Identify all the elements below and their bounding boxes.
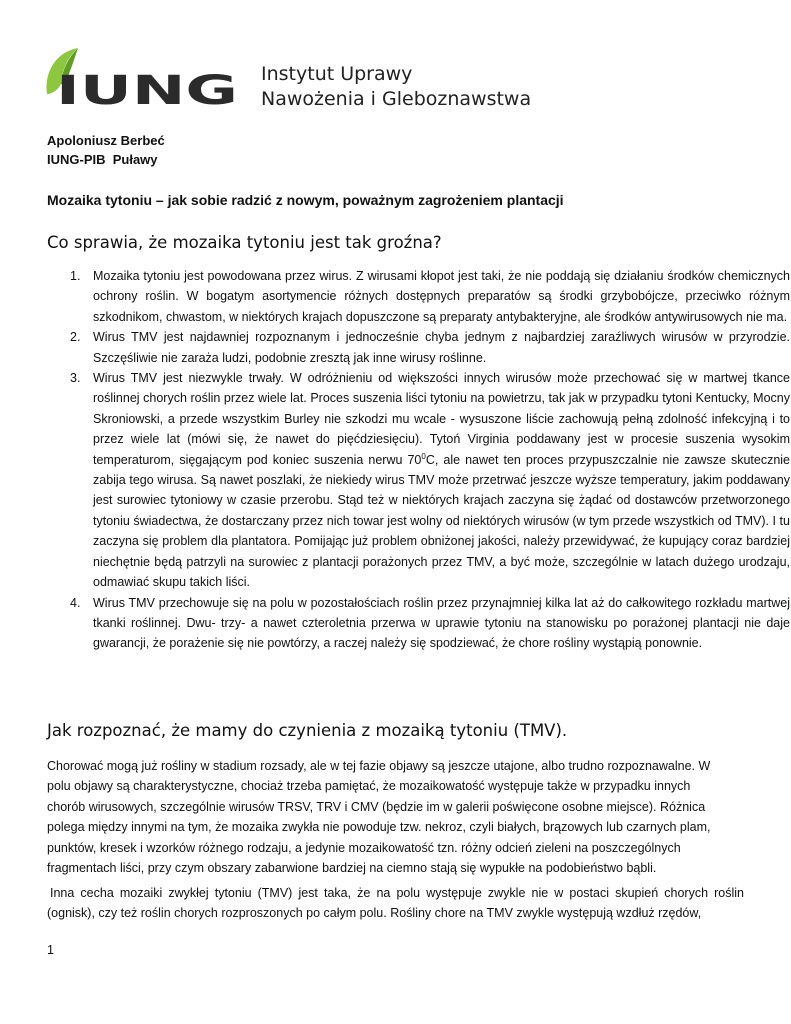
paragraph-line: Chorować mogą już rośliny w stadium rozsady, ale w tej fazie objawy są jeszcze utajone, albo trudno rozpoznawalne. W <box>47 759 711 773</box>
list-item-text: C, ale nawet ten proces przypuszczalnie nie zawsze skutecznie zabija tego wirusa. Są nawet poszlaki, że niekiedy wirus TMV może przetrwać jeszcze wyższe temperatury, jakim poddawany jest surowiec tytoniowy w czasie przerobu. Stąd też w niektórych krajach zaczyna się żądać od dostawców przetworzonego tytoniu świadectwa, że dostarczany przez nich towar jest wolny od niektórych wirusów (w tym przede wszystkich od TMV). I tu zaczyna się problem dla plantatora. Pomijając już problem obniżonej jakości, należy przewidywać, że kupujący coraz bardziej niechętnie będą patrzyli na surowiec z plantacji porażonych przez TMV, a być może, szczególnie w latach dużego urodzaju, odmawiać skupu takich liści. <box>93 452 790 590</box>
section1-heading: Co sprawia, że mozaika tytoniu jest tak groźna? <box>47 233 442 252</box>
author-name: Apoloniusz Berbeć <box>47 133 165 148</box>
institute-line1: Instytut Uprawy <box>261 63 413 85</box>
paragraph-line: punktów, kresek i wzorków różnego rodzaju, a jedynie mozaikowatość tzn. różny odcień zieleni na poszczególnych <box>47 840 681 855</box>
institute-name <box>261 62 531 112</box>
list-item-text: Wirus TMV jest niezwykle trwały. W odróżnieniu od większości innych wirusów może przechować się w martwej tkance roślinnej chorych roślin przez wiele lat. Proces suszenia liści tytoniu na powietrzu, tak jak w przypadku tytoni Kentucky, Mocny Skroniowski, a przede wszystkim Burley nie szkodzi mu wcale - wysuszone liście zachowują pełną zdolność infekcyjną i to przez wiele lat (mówi się, że nawet do pięćdziesięciu). Tytoń Virginia poddawany jest w procesie suszenia wysokim temperaturom, sięgającym pod koniec suszenia nerwu 70 <box>93 371 790 467</box>
list-item: Wirus TMV jest najdawniej rozpoznanym i jednocześnie chyba jednym z najbardziej zaraźliwych wirusów w przyrodzie. Szczęśliwie nie zaraża ludzi, podobnie zresztą jak inne wirusy roślinne. <box>93 330 790 365</box>
section2-heading: Jak rozpoznać, że mamy do czynienia z mozaiką tytoniu (TMV). <box>47 721 568 740</box>
list-item: Mozaika tytoniu jest powodowana przez wirus. Z wirusami kłopot jest taki, że nie poddają się działaniu środków chemicznych ochrony roślin. W bogatym asortymencie różnych dostępnych preparatów są środki grzybobójcze, przeciwko różnym szkodnikom, chwastom, w niektórych krajach dopuszczone są preparaty antybakteryjne, ale środków antywirusowych nie ma. <box>93 269 790 324</box>
paragraph-line: fragmentach liści, przy czym obszary zabarwione bardziej na ciemno stają się wypukłe na podobieństwo bąbli. <box>47 861 657 876</box>
author-block <box>47 131 165 169</box>
paragraph-symptoms <box>47 756 744 878</box>
author-affiliation: IUNG-PIB Puławy <box>47 152 158 167</box>
reasons-list <box>47 266 790 654</box>
institute-line2: Nawożenia i Gleboznawstwa <box>261 88 532 110</box>
degree-superscript: 0 <box>421 451 426 461</box>
paragraph-line: chorób wirusowych, szczególnie wirusów TRSV, TRV i CMV (będzie im w galerii poświęcone osobne miejsce). Różnica <box>47 799 706 814</box>
list-item <box>93 368 790 592</box>
paragraph-line: polu objawy są charakterystyczne, chociaż trzeba pamiętać, że mozaikowatość występuje także w przypadku innych <box>47 779 691 794</box>
document-title: Mozaika tytoniu – jak sobie radzić z nowym, poważnym zagrożeniem plantacji <box>47 192 564 208</box>
page-number: 1 <box>47 943 54 957</box>
paragraph-distribution: Inna cecha mozaiki zwykłej tytoniu (TMV) jest taka, że na polu występuje zwykle nie w postaci skupień chorych roślin (ognisk), czy też roślin chorych rozproszonych po całym polu. Rośliny chore na TMV zwykle występują wzdłuż rzędów, <box>47 886 744 921</box>
paragraph-line: polega między innymi na tym, że mozaika zwykła nie powoduje tzw. nekroz, czyli białych, brązowych lub czarnych plam, <box>47 820 711 835</box>
logo-text: IUNG <box>56 68 238 110</box>
iung-logo <box>44 44 244 110</box>
list-item: Wirus TMV przechowuje się na polu w pozostałościach roślin przez przynajmniej kilka lat aż do całkowitego rozkładu martwej tkanki roślinnej. Dwu- trzy- a nawet czteroletnia przerwa w uprawie tytoniu na stanowisku po porażonej plantacji nie daje gwarancji, że porażenie się nie powtórzy, a raczej należy się spodziewać, że chore rośliny wystąpią ponownie. <box>93 595 790 651</box>
